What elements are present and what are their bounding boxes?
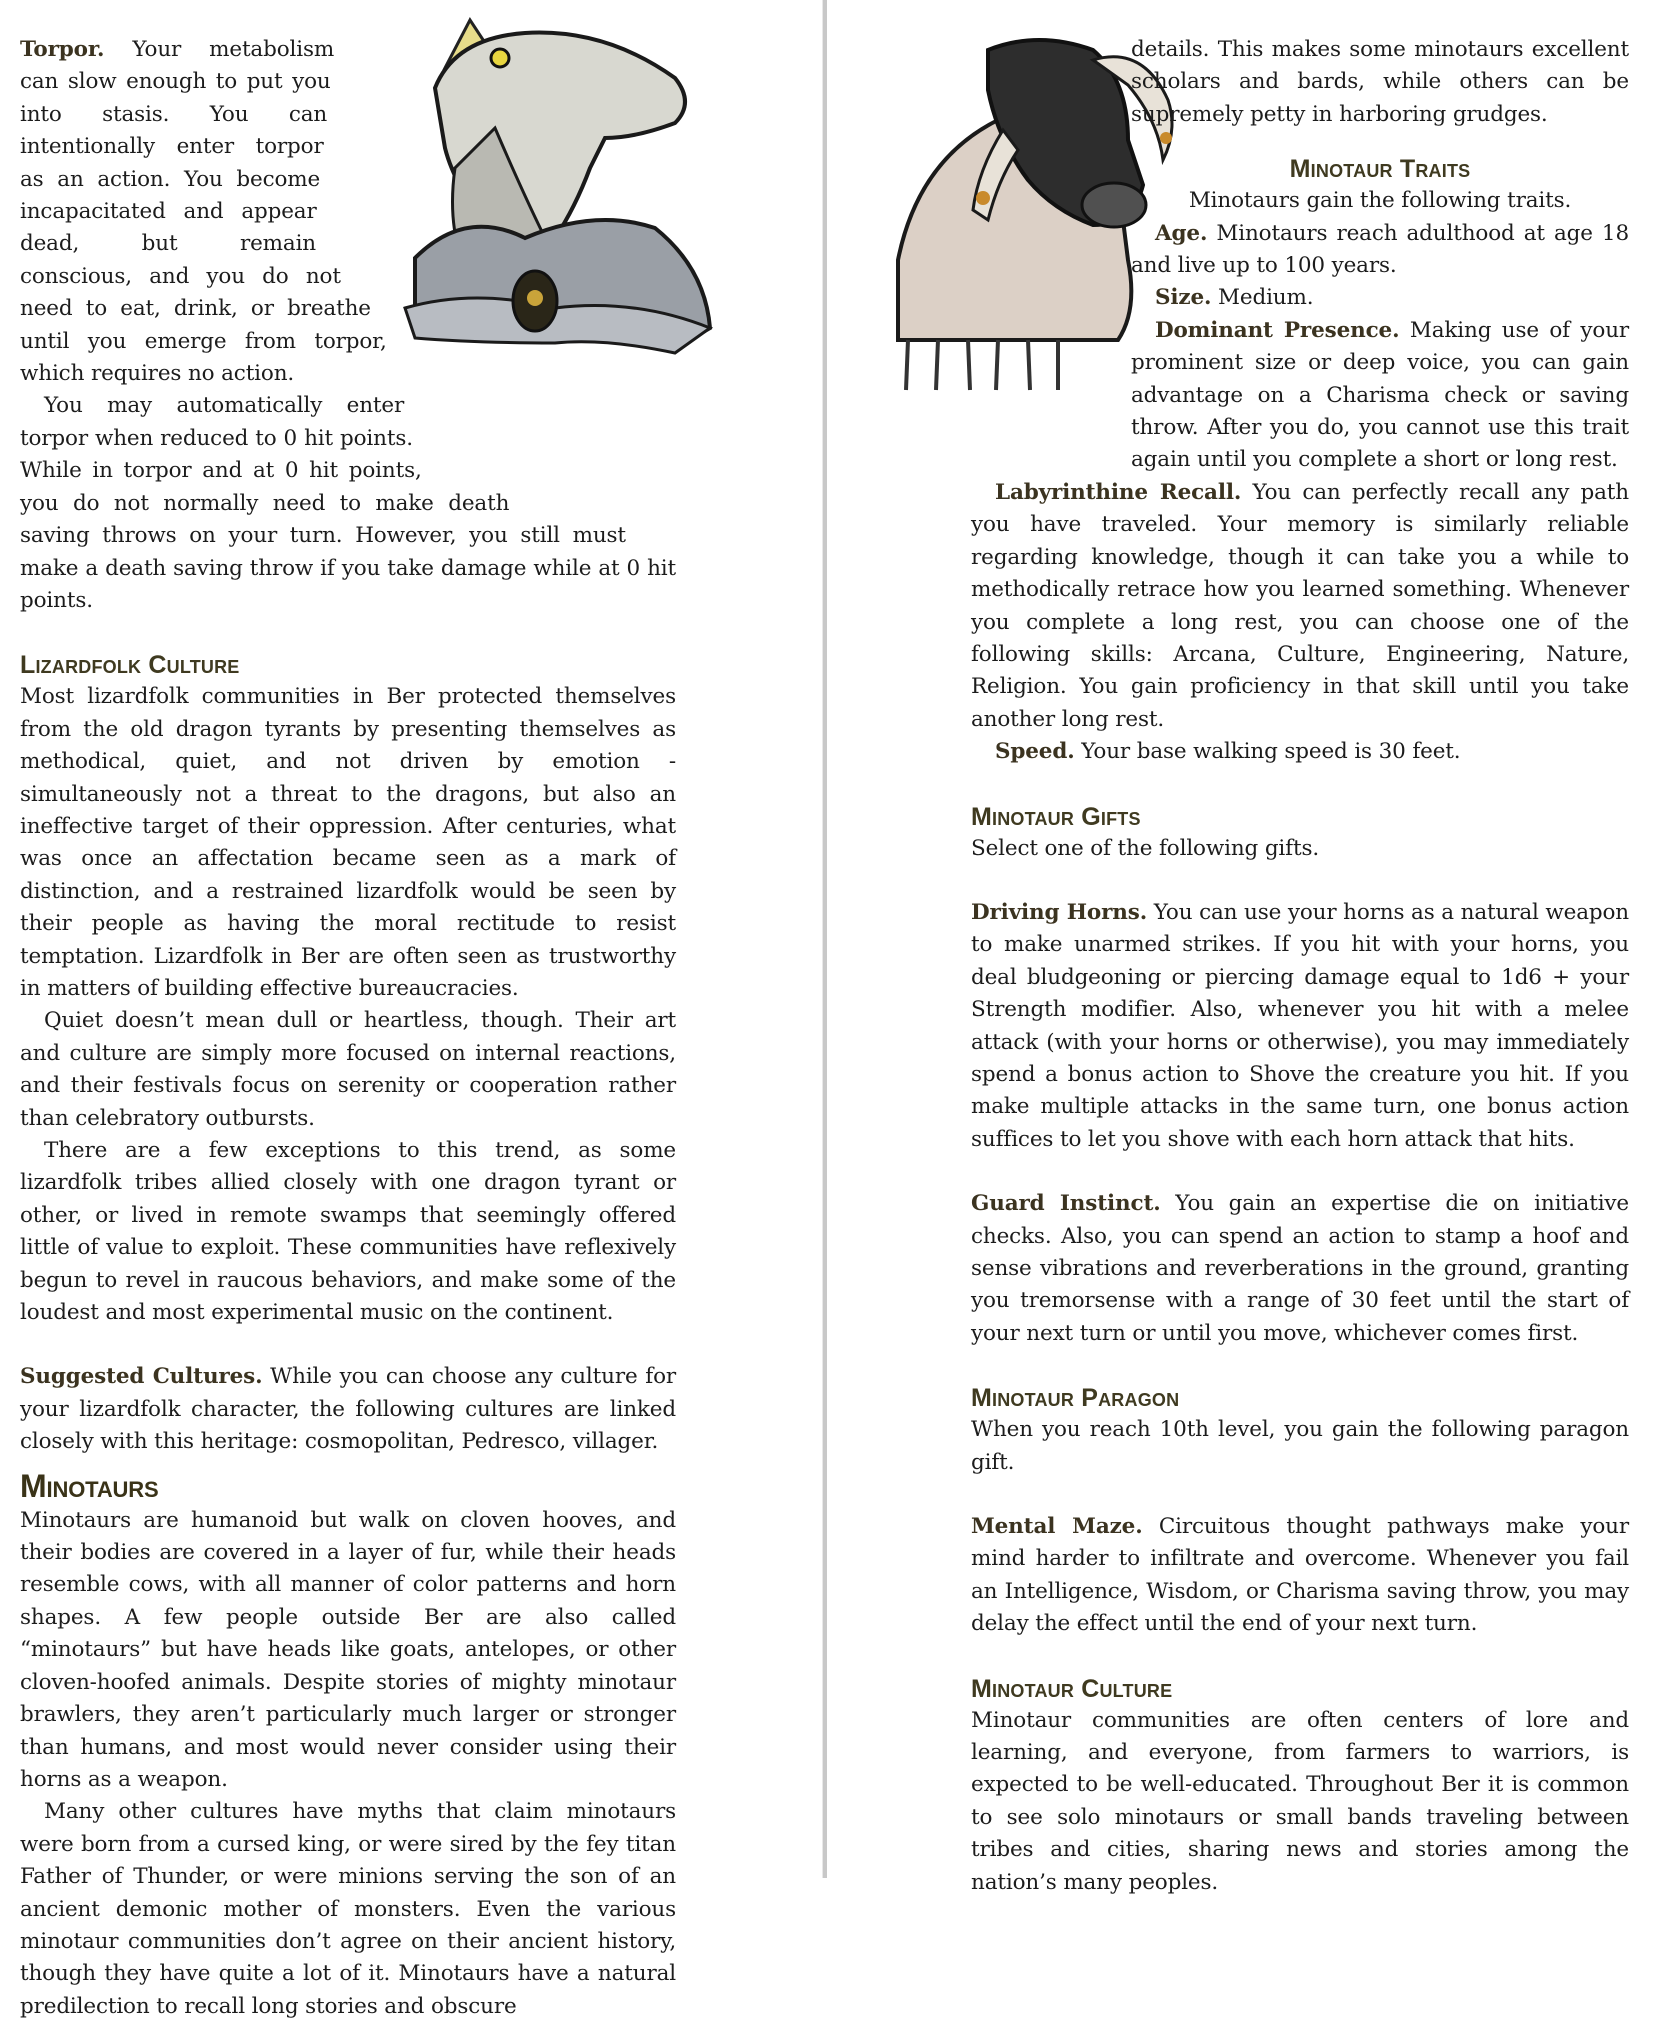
- labyrinthine-recall-paragraph: [971, 477, 1629, 736]
- mental-maze-paragraph: [971, 1511, 1629, 1641]
- driving-horns-text: You can use your horns as a natural weapon to make unarmed strikes. If you hit with your horns, you deal bludgeoning or piercing damage equal to 1d6 + your Strength modifier. Also, whenever you hit with a melee attack (with your horns or otherwise), you may immediately spend a bonus action to Shove the creature you hit. If you make multiple attacks in the same turn, one bonus action suffices to let you shove with each horn attack that hits.: [971, 899, 1630, 1152]
- torpor-text: Your metabolism can slow enough to put you into stasis. You can intentionally enter torpor as an action. You become incapacitated and appear dead, but remain conscious, and you do not need to eat, drink, or breathe until you emerge from torpor, which requires no action.: [20, 37, 387, 387]
- torpor-paragraph-2: You may automatically enter torpor when reduced to 0 hit points. While in torpor and at 0 hit points, you do not normally need to make death saving throws on your turn. However, you still must make a death saving throw if you take damage while at 0 hit points.: [20, 393, 676, 613]
- speed-text: Your base walking speed is 30 feet.: [1081, 739, 1461, 765]
- driving-horns-paragraph: [971, 897, 1629, 1156]
- dominant-presence-text: Making use of your prominent size or deep voice, you can gain advantage on a Charisma check or saving throw. After you do, you cannot use this trait again until you complete a short or long rest.: [1131, 317, 1630, 473]
- minotaurs-continuation: details. This makes some minotaurs excellent scholars and bards, while others can be supremely petty in harboring grudges.: [1131, 37, 1629, 127]
- dominant-presence-title: Dominant Presence.: [1155, 317, 1400, 343]
- minotaur-culture-heading: Minotaur Culture: [971, 1674, 1173, 1703]
- labyrinthine-recall-title: Labyrinthine Recall.: [995, 479, 1242, 505]
- age-title: Age.: [1155, 220, 1208, 246]
- mental-maze-text: Circuitous thought pathways make your mind harder to infiltrate and overcome. Whenever you fail an Intelligence, Wisdom, or Charisma saving throw, you may delay the effect until the end of your next turn.: [971, 1514, 1629, 1637]
- labyrinthine-recall-text: You can perfectly recall any path you have traveled. Your memory is similarly reliable regarding knowledge, though it can take you a while to methodically retrace how you learned something. Whenever you complete a long rest, you can choose one of the following skills: Arcana, Culture, Engineering, Nature, Religion. You gain proficiency in that skill until you take another long rest.: [971, 479, 1629, 732]
- left-column: [20, 34, 676, 2023]
- minotaur-gifts-intro: Select one of the following gifts.: [971, 835, 1320, 861]
- size-title: Size.: [1155, 285, 1212, 311]
- minotaurs-p2: Many other cultures have myths that claim minotaurs were born from a cursed king, or were sired by the fey titan Father of Thunder, or were minions serving the son of an ancient demonic mother of monsters. Even the various minotaur communities don’t agree on their ancient history, though they have quite a lot of it. Minotaurs have a natural predilection to recall long stories and obscure: [20, 1799, 676, 2019]
- guard-instinct-paragraph: [971, 1188, 1629, 1350]
- torpor-title: Torpor.: [20, 37, 105, 62]
- guard-instinct-text: You gain an expertise die on initiative checks. Also, you can spend an action to stamp a hoof and sense vibrations and reverberations in the ground, granting you tremorsense with a range of 30 feet until the start of your next turn or until you move, whichever comes first.: [971, 1191, 1629, 1346]
- lizardfolk-culture-p2: Quiet doesn’t mean dull or heartless, though. Their art and culture are simply more focused on internal reactions, and their festivals focus on serenity or cooperation rather than celebratory outbursts.: [20, 1008, 676, 1131]
- suggested-cultures-title: Suggested Cultures.: [20, 1364, 263, 1390]
- minotaur-traits-intro: Minotaurs gain the following traits.: [1188, 188, 1572, 214]
- minotaur-paragon-heading: Minotaur Paragon: [971, 1384, 1180, 1413]
- minotaurs-heading: Minotaurs: [20, 1467, 159, 1504]
- age-text: Minotaurs reach adulthood at age 18 and live up to 100 years.: [1131, 220, 1629, 279]
- lizardfolk-culture-heading: Lizardfolk Culture: [20, 651, 240, 680]
- lizardfolk-culture-p3: There are a few exceptions to this trend, as some lizardfolk tribes allied closely with one dragon tyrant or other, or lived in remote swamps that seemingly offered little of value to exploit. These communities have reflexively begun to revel in raucous behaviors, and make some of the loudest and most experimental music on the continent.: [20, 1138, 676, 1326]
- lizardfolk-culture-p1: Most lizardfolk communities in Ber protected themselves from the old dragon tyrants by presenting themselves as methodical, quiet, and not driven by emotion - simultaneously not a threat to the dragons, but also an ineffective target of their oppression. After centuries, what was once an affectation became seen as a mark of distinction, and a restrained lizardfolk would be seen by their people as having the moral rectitude to resist temptation. Lizardfolk in Ber are often seen as trustworthy in matters of building effective bureaucracies.: [20, 684, 676, 1001]
- speed-paragraph: [971, 736, 1629, 768]
- minotaur-traits-heading: Minotaur Traits: [1289, 155, 1471, 184]
- size-text: Medium.: [1218, 285, 1314, 311]
- suggested-cultures-paragraph: [20, 1361, 676, 1458]
- speed-title: Speed.: [995, 739, 1075, 765]
- minotaur-gifts-heading: Minotaur Gifts: [971, 802, 1141, 831]
- driving-horns-title: Driving Horns.: [971, 899, 1148, 925]
- mental-maze-title: Mental Maze.: [971, 1514, 1143, 1540]
- minotaur-culture-text: Minotaur communities are often centers of lore and learning, and everyone, from farmers to warriors, is expected to be well-educated. Throughout Ber it is common to see solo minotaurs or small bands traveling between tribes and cities, sharing news and stories among the nation’s many peoples.: [971, 1707, 1629, 1895]
- guard-instinct-title: Guard Instinct.: [971, 1191, 1161, 1217]
- minotaurs-p1: Minotaurs are humanoid but walk on cloven hooves, and their bodies are covered in a layer of fur, while their heads resemble cows, with all manner of color patterns and horn shapes. A few people outside Ber are also called “minotaurs” but have heads like goats, antelopes, or other cloven-hoofed animals. Despite stories of mighty minotaur brawlers, they aren’t particularly much larger or stronger than humans, and most would never consider using their horns as a weapon.: [20, 1507, 676, 1792]
- minotaur-paragon-intro: When you reach 10th level, you gain the following paragon gift.: [971, 1417, 1629, 1475]
- page-gutter: [822, 0, 827, 1878]
- right-column: [971, 34, 1629, 1899]
- suggested-cultures-text: While you can choose any culture for your lizardfolk character, the following cultures are linked closely with this heritage: cosmopolitan, Pedresco, villager.: [20, 1364, 676, 1455]
